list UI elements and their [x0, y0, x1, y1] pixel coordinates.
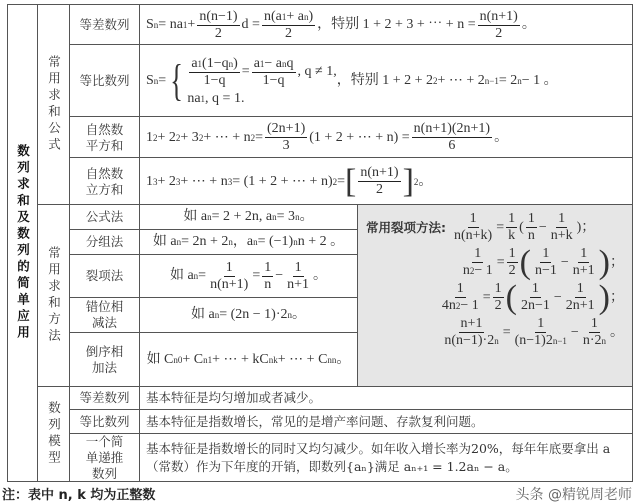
formula-text: 1 [469, 211, 477, 226]
model-label: 一个简单递推数列 [69, 433, 140, 482]
formula-text: = [496, 254, 505, 270]
formula-text: + [187, 17, 196, 32]
formula-text: 。 [313, 268, 328, 283]
formula-text: + ⋯ + kC [212, 351, 269, 367]
close-bracket: ) [598, 243, 610, 281]
formula-text: 1 [456, 281, 464, 296]
method-example [139, 229, 358, 255]
formula-text: ； [610, 289, 624, 305]
fraction [285, 260, 311, 293]
fraction [526, 211, 537, 244]
formula-text: − 1 。 [521, 73, 558, 88]
formula-text: n+1 [460, 316, 483, 331]
numerator [265, 121, 307, 138]
formula-text: a [191, 55, 198, 71]
formula-text: n+k [550, 228, 573, 243]
brace-icon: { [170, 56, 184, 105]
formula-text: a [253, 55, 260, 71]
denominator [549, 228, 575, 244]
formula-text: 1 [542, 246, 550, 261]
denominator [533, 263, 559, 279]
formula: 1 2 + 2 2 + 3 2 + ⋯ + n 2 = $\frac{(2n+1)}{3}$ (1 + 2 + ⋯ + n) = $\frac{n(n+1)(2n+1)}{6}$ 。 [146, 121, 509, 153]
split-title: 常用裂项方法: [366, 219, 446, 235]
numerator [493, 281, 504, 298]
method-label: 裂项法 [69, 254, 140, 298]
method-label: 错位相减法 [69, 297, 140, 333]
fraction [549, 211, 575, 244]
formula-text: (n−1)2 [514, 333, 553, 348]
formula-text: = [337, 173, 346, 189]
formula-text: ，a [232, 234, 254, 249]
formula-text: 如 a [191, 307, 215, 322]
numerator [540, 246, 551, 263]
formula-text: 1−q [262, 72, 285, 88]
numerator [575, 281, 586, 298]
formula-label: 自然数立方和 [69, 157, 140, 206]
formula-text: 1 [576, 281, 584, 296]
model-description: 基本特征是指数增长的同时又均匀减少。如年收入增长率为20%，每年年底要拿出 a（常数）作为下年度的开销，即数列{aₙ}满足 aₙ₊₁ = 1.2aₙ − a。 [139, 433, 633, 482]
formula-text: ) [233, 55, 238, 71]
formula-label: 等比数列 [69, 44, 140, 118]
formula-text: ) [308, 8, 314, 24]
fraction [581, 316, 608, 349]
formula-text: = [502, 324, 511, 340]
split-methods-box [357, 204, 633, 387]
formula-text: + ⋯ + 2 [437, 73, 485, 88]
formula-text: n(n+1)(2n+1) [413, 121, 491, 136]
formula-text: S [146, 17, 154, 32]
formula-text: + C [182, 351, 204, 367]
fraction [507, 246, 518, 279]
group-sum-formulas: 常用求和公式 [37, 4, 70, 205]
formula-text: ( [519, 219, 524, 235]
formula-text: 1 [527, 211, 535, 226]
numerator [578, 246, 589, 263]
formula-text: = 2 + 2n, a [211, 209, 273, 224]
denominator [262, 277, 273, 293]
method-example [139, 254, 358, 298]
formula-text: + ⋯ + n [203, 129, 251, 145]
formula-text: )； [576, 219, 596, 235]
formula-text: 1 [146, 173, 153, 189]
formula-text: n [462, 263, 470, 278]
piecewise-row: na 1 , q = 1. [187, 90, 245, 106]
formula-text: + a [286, 8, 304, 24]
denominator [506, 228, 517, 244]
numerator [262, 260, 273, 277]
fraction [252, 56, 296, 89]
numerator [455, 281, 466, 298]
formula-text: 如 C [146, 351, 174, 367]
formula-text: = [496, 219, 505, 235]
formula-text: 1 [474, 246, 482, 261]
formula-text: 1 [580, 246, 588, 261]
formula-text: S [146, 73, 154, 88]
formula-text: − [560, 254, 569, 270]
close-bracket: ] [402, 162, 414, 200]
denominator [564, 298, 597, 314]
method-label: 公式法 [69, 204, 140, 230]
formula-text: − [275, 268, 284, 283]
formula: 如 a n = (2n − 1)·2 n 。 [191, 307, 306, 322]
fraction [452, 211, 494, 244]
formula-text: = (−1) [257, 234, 294, 249]
formula-text: 如 a [169, 268, 194, 283]
formula-cell [139, 44, 633, 118]
formula-text: 4n [441, 298, 456, 313]
denominator [285, 277, 311, 293]
fraction [564, 281, 597, 314]
fraction [493, 281, 504, 314]
formula-text: = (2n − 1)·2 [219, 307, 288, 322]
formula: 如 C n 0 + C n 1 + ⋯ + kC n k + ⋯ + C n n 。 [146, 351, 351, 367]
formula-text: n+1 [572, 263, 595, 278]
denominator [526, 228, 537, 244]
fraction [208, 260, 250, 293]
formula: 1 3 + 2 3 + ⋯ + n 3 = (1 + 2 + ⋯ + n) 2 = [ $\frac{n(n+1)}{2}$ ] 2 。 [146, 162, 433, 200]
formula-text: − [570, 324, 579, 340]
watermark: 头条 @精锐周老师 [515, 487, 632, 503]
formula-text: = 3 [276, 209, 296, 224]
formula-text: + ⋯ + C [277, 351, 328, 367]
formula-text: = [252, 268, 261, 283]
formula-text: n(n−1)·2 [444, 333, 495, 348]
formula-text: n [264, 276, 272, 292]
numerator [507, 246, 518, 263]
formula-text: 6 [448, 138, 456, 153]
bracket-content [517, 281, 599, 314]
formula-text: 2 [508, 263, 516, 278]
formula-label: 自然数平方和 [69, 116, 140, 159]
method-example [139, 297, 358, 333]
formula-text: 1−q [203, 72, 226, 88]
formula-text: 2 [494, 298, 502, 313]
split-formula [450, 211, 595, 244]
denominator: 4n 2 − 1 [441, 298, 479, 313]
formula-text: − 1 [460, 298, 479, 313]
formula-cell [139, 157, 633, 206]
numerator [224, 260, 235, 277]
formula-text: + 3 [180, 129, 199, 145]
formula-text: 2n+1 [565, 298, 595, 313]
denominator [452, 228, 494, 244]
footnote: 注：表中 n, k 均为正整数 [2, 488, 156, 503]
formula-text: 1 [558, 211, 566, 226]
formula-text: 1 [531, 281, 539, 296]
formula-cell [139, 116, 633, 159]
numerator: a 1 (1−q n ) [191, 55, 238, 71]
piecewise-row [187, 56, 336, 89]
denominator [571, 263, 597, 279]
fraction [533, 246, 559, 279]
formula-text: 。 [610, 324, 624, 340]
formula: S n = na 1 + $\frac{n(n-1)}{2}$ d = n(a 1 + a n ) 2 ，特别 1 + 2 + 3 + ⋯ + n = $\frac{n(n+1)}{2}$ 。 [146, 8, 536, 41]
formula-text: n(n+1) [210, 276, 249, 292]
numerator: n(a 1 + a n ) [263, 8, 314, 24]
formula-text: k [508, 228, 516, 243]
formula-text: 。 [418, 173, 433, 189]
formula-text: 如 a [152, 234, 177, 249]
denominator: n(n−1)·2 n [444, 333, 499, 348]
close-bracket: ) [598, 278, 610, 316]
open-bracket: ( [505, 278, 517, 316]
formula-text: 1 [494, 281, 502, 296]
formula-text: 1 [590, 316, 598, 331]
open-bracket: ( [519, 243, 531, 281]
split-formula [459, 243, 624, 281]
formula-text: + ⋯ + n [180, 173, 228, 189]
formula: 如 a n = $\frac{1}{n(n+1)}$ = $\frac{1}{n}$ − $\frac{1}{n+1}$ 。 [169, 259, 328, 292]
formula-text: + 2 [157, 173, 176, 189]
bracket-group [505, 278, 610, 316]
formula-text: n·2 [582, 333, 602, 348]
formula: 如 a n = 2 + 2n, a n = 3 n 。 [183, 209, 314, 224]
method-label: 分组法 [69, 229, 140, 255]
bracket-group [345, 162, 414, 200]
formula-text: na [187, 90, 201, 106]
formula-text: , q ≠ 1, [297, 64, 337, 79]
fraction [442, 316, 500, 349]
formula-text: d = [241, 17, 260, 32]
formula-text: ，特别 1 + 2 + 3 + ⋯ + n = [317, 17, 476, 32]
denominator [374, 182, 385, 198]
bracket-group [519, 243, 610, 281]
numerator [293, 260, 304, 277]
formula-text: 。 [336, 351, 351, 367]
group-models: 数列模型 [37, 386, 70, 482]
formula-text: − [538, 219, 547, 235]
formula-text: 2 [285, 25, 293, 41]
formula-text: n [527, 228, 535, 243]
fraction [412, 121, 492, 154]
formula-text: − a [264, 55, 283, 71]
numerator [526, 211, 537, 228]
denominator [493, 26, 504, 42]
piecewise-rows [187, 56, 336, 107]
numerator: a 1 − a n q [253, 55, 294, 71]
numerator [506, 211, 517, 228]
formula-text: 1 [264, 259, 272, 275]
method-example [139, 332, 358, 387]
denominator: (n−1)2 n−1 [514, 333, 567, 348]
formula: 如 a n = 2n + 2 n ，a n = (−1) n n + 2 。 [152, 234, 345, 249]
denominator [281, 138, 292, 154]
numerator [197, 9, 239, 26]
formula-text: = [241, 64, 250, 79]
formula-text: 如 a [183, 209, 208, 224]
formula-text: 1 [508, 211, 516, 226]
formula-text: ，特别 1 + 2 + 2 [336, 73, 433, 88]
denominator: n·2 n [582, 333, 606, 348]
formula-text: (1 + 2 + ⋯ + n) = [309, 129, 410, 145]
denominator [208, 277, 250, 293]
denominator [261, 73, 287, 89]
model-label: 等比数列 [69, 409, 140, 434]
formula-text: 2 [214, 25, 222, 41]
fraction [571, 246, 597, 279]
numerator [556, 211, 567, 228]
bracket-content [356, 165, 402, 198]
formula-text: 1 [294, 259, 302, 275]
denominator [519, 298, 552, 314]
formula-text: (1−q [202, 55, 229, 71]
numerator [530, 281, 541, 298]
formula-text: n+1 [287, 276, 310, 292]
formula-text: = na [158, 17, 183, 32]
model-label: 等差数列 [69, 386, 140, 410]
formula-text: q [286, 55, 294, 71]
numerator [358, 165, 400, 182]
formula-label: 等差数列 [69, 4, 140, 46]
fraction [358, 165, 400, 198]
formula-text: = 2 [498, 73, 518, 88]
formula-text: = [198, 268, 207, 283]
formula-text: = 2n + 2 [181, 234, 229, 249]
numerator [459, 316, 485, 333]
model-description: 基本特征是均匀增加或者减少。 [139, 386, 633, 410]
formula-text: − 1 [474, 263, 493, 278]
split-formula [438, 278, 624, 316]
numerator [535, 316, 546, 333]
formula-text: 。 [521, 17, 536, 32]
formula-text: 2 [495, 25, 503, 41]
fraction [478, 9, 520, 42]
main-title: 数列求和及数列的简单应用 [7, 4, 38, 482]
formula-text: n(a [263, 8, 282, 24]
formula-text: 2n−1 [520, 298, 550, 313]
fraction [440, 281, 481, 314]
formula-text: = (1 + 2 + ⋯ + n) [232, 173, 333, 189]
fraction [519, 281, 552, 314]
denominator: n 2 − 1 [462, 263, 493, 278]
formula-text: n + 2 。 [297, 234, 345, 249]
formula-text: = [255, 129, 264, 145]
open-bracket: [ [345, 162, 357, 200]
fraction [197, 9, 239, 42]
formula-text: 1 [146, 129, 153, 145]
group-sum-methods: 常用求和方法 [37, 204, 70, 387]
denominator [283, 26, 294, 42]
method-example [139, 204, 358, 230]
fraction [189, 56, 239, 89]
formula-text: 。 [494, 129, 509, 145]
denominator [202, 73, 228, 89]
formula-text: n(n+1) [360, 165, 399, 180]
formula-text: 。 [292, 307, 306, 322]
bracket-content [531, 246, 599, 279]
numerator [468, 211, 479, 228]
fraction [262, 260, 273, 293]
formula-text: n(n+k) [454, 228, 493, 243]
denominator [507, 263, 518, 279]
formula-cell [139, 4, 633, 46]
numerator [412, 121, 492, 138]
piecewise [166, 56, 337, 107]
fraction [506, 211, 517, 244]
formula-text: 。 [299, 209, 314, 224]
fraction [513, 316, 569, 349]
model-description: 基本特征是指数增长，常见的是增产率问题、存款复利问题。 [139, 409, 633, 434]
denominator [493, 298, 504, 314]
denominator [446, 138, 457, 154]
formula-text: = [482, 289, 491, 305]
numerator [589, 316, 600, 333]
formula-text: + 2 [157, 129, 176, 145]
formula-text: , q = 1. [205, 90, 245, 106]
formula-text: 3 [282, 138, 290, 153]
fraction [262, 9, 315, 42]
fraction [461, 246, 495, 279]
fraction [265, 121, 307, 154]
formula-text: (2n+1) [267, 121, 306, 136]
formula-text: n−1 [534, 263, 557, 278]
formula-text: ； [610, 254, 624, 270]
split-formula [440, 316, 624, 349]
formula-text: 1 [537, 316, 545, 331]
formula-text: n(n−1) [199, 8, 238, 24]
formula-text: n(n+1) [479, 8, 518, 24]
numerator [472, 246, 483, 263]
formula-text: 1 [508, 246, 516, 261]
formula-text: = [158, 73, 167, 88]
formula-text: − [553, 289, 562, 305]
formula: S n = { a 1 (1−q n ) 1−q = a 1 − a n q 1−q , q ≠ 1, na 1 , q = 1. ，特别 1 + 2 + 2 2 + ⋯ + 2 n−1 = 2 n − 1 。 [146, 55, 558, 106]
formula-text: 1 [225, 259, 233, 275]
numerator [478, 9, 520, 26]
formula-text: 2 [375, 182, 383, 197]
denominator [213, 26, 224, 42]
method-label: 倒序相加法 [69, 332, 140, 387]
